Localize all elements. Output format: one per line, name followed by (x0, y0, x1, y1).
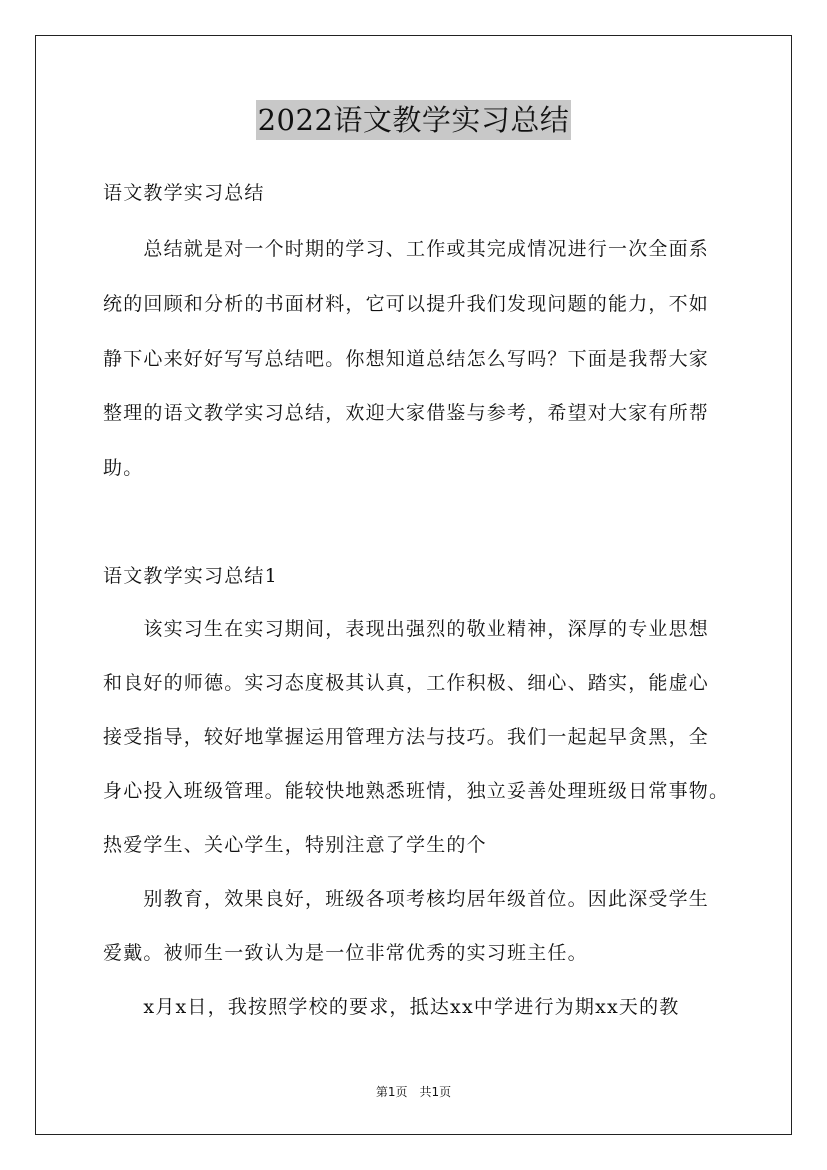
paragraph-line: 和良好的师德。实习态度极其认真，工作积极、细心、踏实，能虚心 (103, 672, 710, 694)
paragraph-line: 助。 (103, 457, 144, 479)
section-heading: 语文教学实习总结 (103, 182, 265, 204)
paragraph-line: x月x日，我按照学校的要求，抵达xx中学进行为期xx天的教 (103, 996, 680, 1018)
paragraph-line: 热爱学生、关心学生，特别注意了学生的个 (103, 834, 487, 856)
paragraph-line: 该实习生在实习期间，表现出强烈的敬业精神，深厚的专业思想 (103, 618, 710, 640)
paragraph-line: 统的回顾和分析的书面材料，它可以提升我们发现问题的能力，不如 (103, 293, 710, 315)
document-title: 2022语文教学实习总结 (256, 100, 572, 140)
page-footer: 第1页 共1页 (375, 1085, 452, 1099)
paragraph-line: 接受指导，较好地掌握运用管理方法与技巧。我们一起起早贪黑，全 (103, 726, 710, 748)
paragraph-line: 身心投入班级管理。能较快地熟悉班情，独立妥善处理班级日常事物。 (103, 780, 730, 802)
paragraph-line: 总结就是对一个时期的学习、工作或其完成情况进行一次全面系 (103, 238, 710, 260)
title-container (0, 100, 827, 140)
paragraph-line: 整理的语文教学实习总结，欢迎大家借鉴与参考，希望对大家有所帮 (103, 402, 710, 424)
paragraph-line: 静下心来好好写写总结吧。你想知道总结怎么写吗？下面是我帮大家 (103, 348, 710, 370)
paragraph-line: 别教育，效果良好，班级各项考核均居年级首位。因此深受学生 (103, 888, 710, 910)
paragraph-line: 爱戴。被师生一致认为是一位非常优秀的实习班主任。 (103, 942, 588, 964)
section-heading: 语文教学实习总结1 (103, 565, 278, 587)
